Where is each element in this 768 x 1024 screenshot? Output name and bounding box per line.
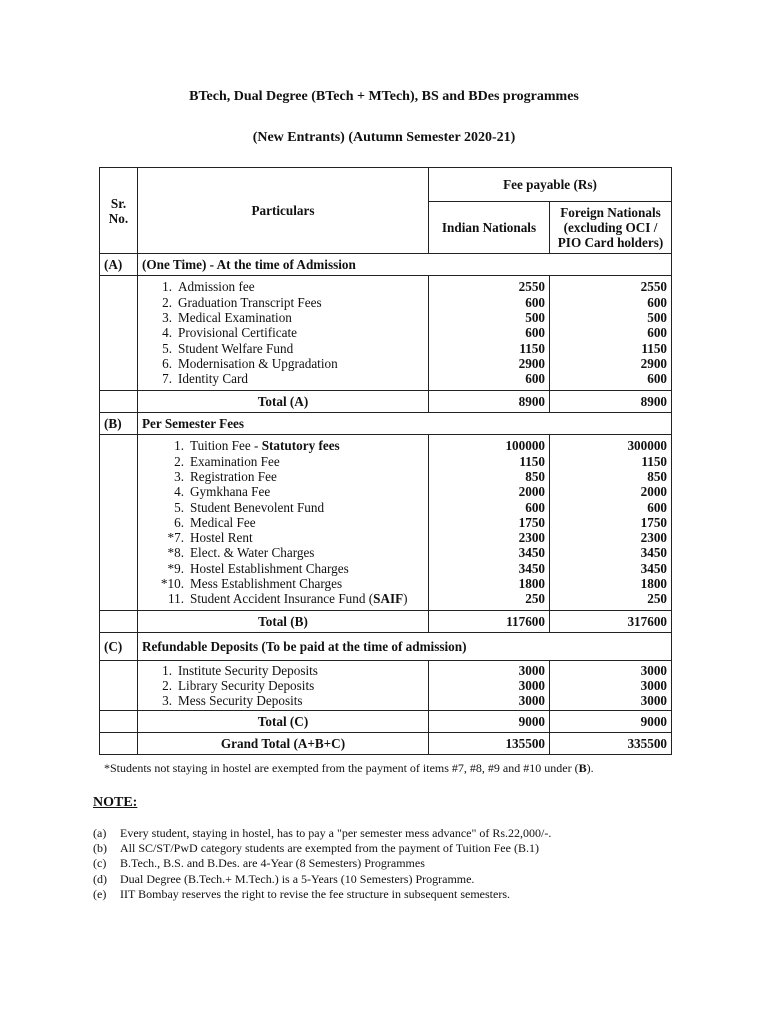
list-item: 3. Mess Security Deposits: [162, 693, 303, 709]
list-item: 2. Graduation Transcript Fees: [162, 294, 322, 310]
section-c-indian-values: 3000 3000 3000: [429, 661, 550, 711]
section-c-code: (C): [100, 633, 138, 661]
section-c-foreign-values: 3000 3000 3000: [550, 661, 672, 711]
total-a-foreign: 8900: [550, 391, 672, 413]
grand-total-indian: 135500: [429, 733, 550, 755]
list-item: 5. Student Welfare Fund: [162, 340, 294, 356]
list-item: *10. Mess Establishment Charges: [160, 576, 343, 592]
list-item: 11. Student Accident Insurance Fund (SAIF): [168, 591, 408, 607]
section-a-foreign-values: 2550 600 500 600 1150 2900 600: [550, 276, 672, 391]
note-item: (d) Dual Degree (B.Tech.+ M.Tech.) is a 5-Years (10 Semesters) Programme.: [93, 871, 475, 886]
list-item: 1. Tuition Fee - Statutory fees: [174, 438, 340, 454]
note-item: (c) B.Tech., B.S. and B.Des. are 4-Year (8 Semesters) Programmes: [93, 856, 425, 871]
note-item: (e) IIT Bombay reserves the right to revise the fee structure in subsequent semesters.: [93, 886, 510, 901]
notes-list: [93, 826, 551, 902]
list-item: 2. Examination Fee: [174, 453, 280, 469]
list-item: 5. Student Benevolent Fund: [174, 499, 325, 515]
list-item: 1. Admission fee: [162, 279, 255, 295]
list-item: 4. Gymkhana Fee: [174, 484, 271, 500]
total-b-label: Total (B): [138, 611, 429, 633]
total-a-label: Total (A): [138, 391, 429, 413]
list-item: 6. Modernisation & Upgradation: [162, 355, 338, 371]
total-c-empty-cell: [100, 711, 138, 733]
section-a-empty-cell: [100, 276, 138, 391]
total-c-indian: 9000: [429, 711, 550, 733]
section-b-foreign-values: 300000 1150 850 2000 600 1750 2300 3450 3450 1800 250: [550, 435, 672, 611]
total-a-indian: 8900: [429, 391, 550, 413]
section-b-indian-values: 100000 1150 850 2000 600 1750 2300 3450 3450 1800 250: [429, 435, 550, 611]
note-heading: NOTE:: [93, 795, 138, 810]
list-item: 3. Medical Examination: [162, 310, 292, 326]
list-item: 2. Library Security Deposits: [162, 677, 315, 693]
list-item: 3. Registration Fee: [174, 468, 277, 484]
page-subtitle: (New Entrants) (Autumn Semester 2020-21): [252, 130, 516, 145]
total-c-label: Total (C): [138, 711, 429, 733]
total-b-indian: 117600: [429, 611, 550, 633]
grand-total-foreign: 335500: [550, 733, 672, 755]
fee-payable-header: Fee payable (Rs): [429, 168, 672, 202]
list-item: 6. Medical Fee: [174, 514, 256, 530]
total-a-empty-cell: [100, 391, 138, 413]
section-a-code: (A): [100, 254, 138, 276]
section-c-title: Refundable Deposits (To be paid at the time of admission): [138, 633, 672, 661]
sr-no-header: Sr. No.: [100, 168, 138, 254]
fee-table: [99, 167, 672, 755]
section-c-empty-cell: [100, 661, 138, 711]
section-a-items: [138, 276, 429, 391]
particulars-header: Particulars: [138, 168, 429, 254]
grand-total-empty-cell: [100, 733, 138, 755]
indian-nationals-header: Indian Nationals: [429, 202, 550, 254]
section-b-items: [138, 435, 429, 611]
list-item: *9. Hostel Establishment Charges: [167, 560, 349, 576]
section-a-indian-values: 2550 600 500 600 1150 2900 600: [429, 276, 550, 391]
list-item: 4. Provisional Certificate: [162, 325, 298, 341]
total-b-foreign: 317600: [550, 611, 672, 633]
grand-total-label: Grand Total (A+B+C): [138, 733, 429, 755]
total-c-foreign: 9000: [550, 711, 672, 733]
total-b-empty-cell: [100, 611, 138, 633]
page-title: BTech, Dual Degree (BTech + MTech), BS and BDes programmes: [189, 89, 579, 104]
section-b-title: Per Semester Fees: [138, 413, 672, 435]
list-item: *7. Hostel Rent: [167, 530, 253, 546]
foreign-nationals-header: Foreign Nationals (excluding OCI / PIO Card holders): [550, 202, 672, 254]
note-item: (b) All SC/ST/PwD category students are exempted from the payment of Tuition Fee (B.1): [93, 841, 539, 856]
section-a-title: (One Time) - At the time of Admission: [138, 254, 672, 276]
section-b-empty-cell: [100, 435, 138, 611]
list-item: *8. Elect. & Water Charges: [167, 545, 315, 561]
note-item: (a) Every student, staying in hostel, has to pay a "per semester mess advance" of Rs.22,000/-.: [93, 826, 552, 840]
list-item: 1. Institute Security Deposits: [162, 662, 318, 678]
section-b-code: (B): [100, 413, 138, 435]
footnote: *Students not staying in hostel are exempted from the payment of items #7, #8, #9 and #10 under (B).: [104, 761, 594, 775]
list-item: 7. Identity Card: [162, 371, 248, 387]
section-c-items: [138, 661, 429, 711]
